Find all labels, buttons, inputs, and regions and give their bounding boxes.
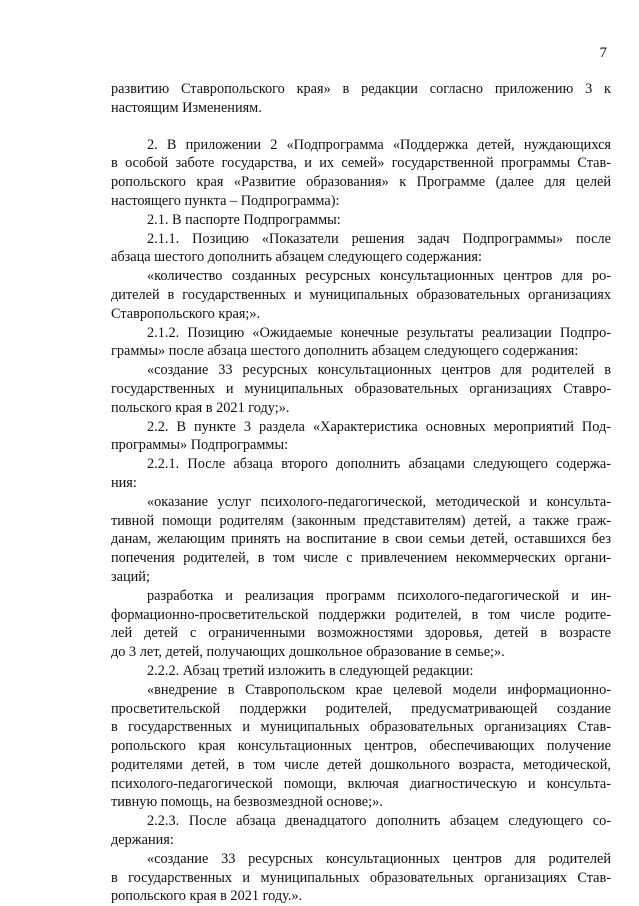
paragraph xyxy=(111,324,611,362)
text-line: 2.2.1. После абзаца второго дополнить абзацами следующего содержа- xyxy=(147,456,611,473)
text-line: настоящего пункта – Подпрограмма): xyxy=(111,192,340,209)
text-line: данам, желающим принять на воспитание в свои семьи детей, оставшихся без xyxy=(111,531,611,548)
text-line: программы» Подпрограммы: xyxy=(111,437,289,454)
paragraph xyxy=(111,211,611,230)
paragraph xyxy=(111,812,611,850)
text-line: до 3 лет, детей, получающих дошкольное образование в семье;». xyxy=(111,644,505,661)
text-line: ропольского края «Развитие образования» к Программе (далее для целей xyxy=(111,174,611,191)
text-line: настоящим Изменениям. xyxy=(111,99,262,116)
text-line: абзаца шестого дополнить абзацем следующего содержания: xyxy=(111,249,482,266)
text-line: ропольского края в 2021 году.». xyxy=(111,888,303,905)
text-line: лей детей с ограниченными возможностями здоровья, детей в возрасте xyxy=(111,625,611,642)
text-line: разработка и реализация программ психолого-педагогической и ин- xyxy=(147,587,611,604)
paragraph xyxy=(111,587,611,662)
paragraph xyxy=(111,418,611,456)
text-line: «создание 33 ресурсных консультационных центров для родителей xyxy=(147,850,611,867)
text-line: родителями детей, в том числе детей дошкольного возраста, методической, xyxy=(111,756,611,773)
text-line: «количество созданных ресурсных консультационных центров для ро- xyxy=(147,268,611,285)
text-line: «создание 33 ресурсных консультационных центров для родителей в xyxy=(147,362,611,379)
paragraph xyxy=(111,267,611,323)
text-line: 2.2.3. После абзаца двенадцатого дополнить абзацем следующего со- xyxy=(147,813,611,830)
text-line: граммы» после абзаца шестого дополнить абзацем следующего содержания: xyxy=(111,343,579,360)
text-line: дителей в государственных и муниципальных образовательных организациях xyxy=(111,286,611,303)
text-line: развитию Ставропольского края» в редакции согласно приложению 3 к xyxy=(111,81,611,97)
text-line: попечения родителей, в том числе с привлечением некоммерческих органи- xyxy=(111,550,611,567)
paragraph xyxy=(111,850,611,906)
text-line: держания: xyxy=(111,832,174,849)
text-line: заций; xyxy=(111,568,150,585)
paragraph xyxy=(111,136,611,211)
text-line: ния: xyxy=(111,474,137,491)
text-line: в государственных и муниципальных образовательных организациях Став- xyxy=(111,719,611,736)
text-line: «внедрение в Ставропольском крае целевой модели информационно- xyxy=(147,681,611,698)
paragraph xyxy=(111,493,611,587)
paragraph xyxy=(111,681,611,813)
text-line: 2.1.1. Позицию «Показатели решения задач Подпрограммы» после xyxy=(147,230,611,247)
page-number: 7 xyxy=(599,45,607,61)
paragraph xyxy=(111,455,611,493)
paragraph xyxy=(111,662,611,681)
text-line: 2.1. В паспорте Подпрограммы: xyxy=(147,211,341,228)
text-line: 2.2. В пункте 3 раздела «Характеристика основных мероприятий Под- xyxy=(147,418,611,435)
text-line: 2. В приложении 2 «Подпрограмма «Поддержка детей, нуждающихся xyxy=(147,136,611,153)
paragraph xyxy=(111,80,611,118)
paragraph xyxy=(111,230,611,268)
text-line: в государственных и муниципальных образовательных организациях Став- xyxy=(111,869,611,886)
paragraph xyxy=(111,361,611,417)
text-line: 2.2.2. Абзац третий изложить в следующей редакции: xyxy=(147,662,474,679)
paragraph-spacer xyxy=(111,118,611,136)
text-line: в особой заботе государства, и их семей» государственной программы Став- xyxy=(111,155,611,172)
text-line: Ставропольского края;». xyxy=(111,305,261,322)
text-line: тивной помощи родителям (законным представителям) детей, а также граж- xyxy=(111,512,611,529)
text-line: тивную помощь, на безвозмездной основе;». xyxy=(111,794,383,811)
text-line: польского края в 2021 году;». xyxy=(111,399,290,416)
text-line: ропольского края консультационных центров, обеспечивающих получение xyxy=(111,738,611,755)
text-line: психолого-педагогической помощи, включая диагностическую и консульта- xyxy=(111,775,611,792)
text-line: формационно-просветительской поддержки родителей, в том числе родите- xyxy=(111,606,611,623)
text-line: «оказание услуг психолого-педагогической, методической и консульта- xyxy=(147,493,611,510)
text-line: просветительской поддержки родителей, предусматривающей создание xyxy=(111,700,611,717)
text-line: 2.1.2. Позицию «Ожидаемые конечные результаты реализации Подпро- xyxy=(147,324,611,341)
document-body xyxy=(111,80,611,906)
text-line: государственных и муниципальных образовательных организациях Ставро- xyxy=(111,380,611,397)
